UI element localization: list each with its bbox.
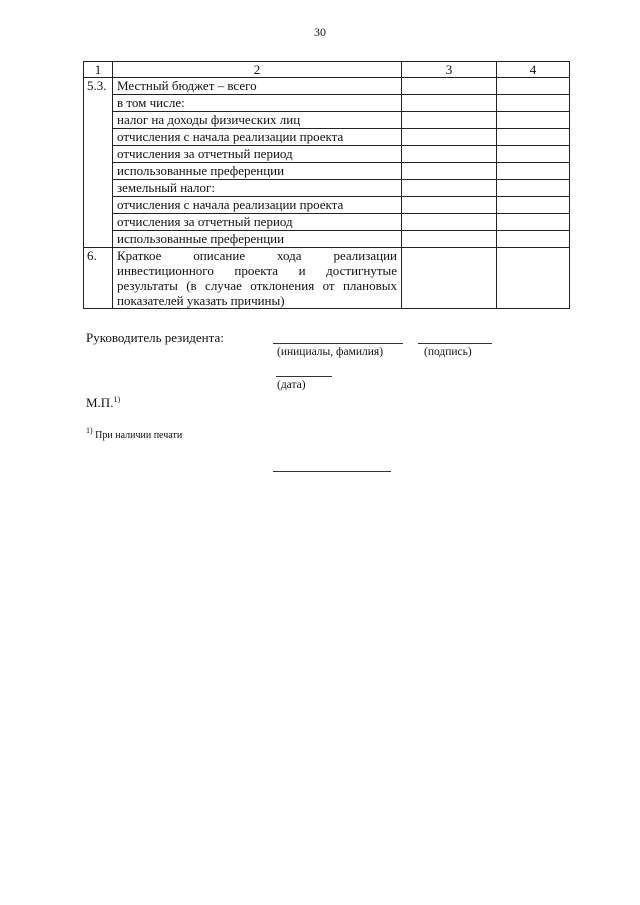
value-cell-3 [402, 95, 497, 112]
value-cell-4 [497, 197, 570, 214]
row-label: отчисления за отчетный период [113, 214, 402, 231]
section-number-5-3: 5.3. [84, 78, 113, 248]
row-label: налог на доходы физических лиц [113, 112, 402, 129]
closing-rule [273, 471, 391, 472]
footnote-mark: 1) [86, 426, 93, 435]
value-cell-4 [497, 231, 570, 248]
value-cell-3 [402, 129, 497, 146]
section-number-6: 6. [84, 248, 113, 309]
row-label: отчисления с начала реализации проекта [113, 129, 402, 146]
value-cell-4 [497, 163, 570, 180]
value-cell-3 [402, 214, 497, 231]
value-cell-4 [497, 129, 570, 146]
table-row [84, 95, 570, 112]
table-row [84, 197, 570, 214]
value-cell-3 [402, 197, 497, 214]
initials-caption: (инициалы, фамилия) [277, 346, 384, 358]
row-label: отчисления за отчетный период [113, 146, 402, 163]
value-cell-4 [497, 146, 570, 163]
signature-line [418, 343, 492, 344]
description-line: результаты (в случае отклонения от плановых [117, 278, 397, 293]
header-cell-2: 2 [113, 62, 402, 78]
description-line: Краткое описание хода реализации [117, 248, 397, 263]
table-row [84, 231, 570, 248]
table-row [84, 129, 570, 146]
value-cell-3 [402, 146, 497, 163]
value-cell-4 [497, 95, 570, 112]
value-cell-3 [402, 78, 497, 95]
row-label: в том числе: [113, 95, 402, 112]
initials-line [273, 343, 403, 344]
stamp-label [86, 395, 120, 411]
value-cell-3 [402, 112, 497, 129]
value-cell-3 [402, 248, 497, 309]
report-table [83, 61, 570, 309]
section-6-description [113, 248, 402, 309]
row-label: использованные преференции [113, 163, 402, 180]
signature-caption: (подпись) [424, 346, 472, 358]
value-cell-3 [402, 231, 497, 248]
header-cell-1: 1 [84, 62, 113, 78]
table-row [84, 214, 570, 231]
value-cell-3 [402, 180, 497, 197]
value-cell-4 [497, 78, 570, 95]
header-cell-4: 4 [497, 62, 570, 78]
table-row [84, 163, 570, 180]
table-row [84, 78, 570, 95]
row-label: земельный налог: [113, 180, 402, 197]
page-number: 30 [314, 25, 326, 39]
value-cell-4 [497, 214, 570, 231]
header-cell-3: 3 [402, 62, 497, 78]
description-line: инвестиционного проекта и достигнутые [117, 263, 397, 278]
description-line: показателей указать причины) [117, 293, 285, 308]
stamp-text: М.П. [86, 395, 114, 410]
footnote-ref: 1) [113, 395, 121, 404]
date-line [276, 376, 332, 377]
resident-head-label: Руководитель резидента: [86, 330, 224, 345]
value-cell-4 [497, 180, 570, 197]
value-cell-3 [402, 163, 497, 180]
footnote [86, 426, 182, 441]
date-caption: (дата) [277, 379, 306, 391]
value-cell-4 [497, 248, 570, 309]
row-label: использованные преференции [113, 231, 402, 248]
table-row-section-6 [84, 248, 570, 309]
footnote-text: При наличии печати [95, 430, 183, 441]
row-label: Местный бюджет – всего [113, 78, 402, 95]
table-row [84, 146, 570, 163]
value-cell-4 [497, 112, 570, 129]
table-header-row [84, 62, 570, 78]
table-row [84, 180, 570, 197]
row-label: отчисления с начала реализации проекта [113, 197, 402, 214]
table-row [84, 112, 570, 129]
